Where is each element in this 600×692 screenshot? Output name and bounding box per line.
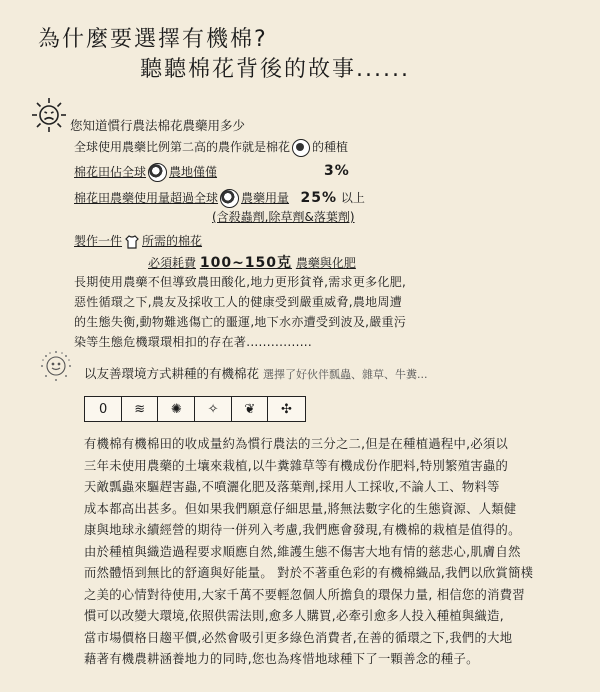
body-line: 當市場價格日趨平價,必然會吸引更多綠色消費者,在善的循環之下,我們的大地: [84, 630, 513, 645]
pesticide-text-a: 棉花田農藥使用量超過全球: [74, 191, 219, 205]
fact-line-1: [74, 138, 348, 157]
pesticide-note: (含殺蟲劑,除草劑&落葉劑): [212, 210, 355, 224]
cotton-field-text-a: 棉花田佔全球: [74, 165, 147, 179]
dragonfly-icon: ✣: [267, 396, 305, 422]
consume-text-a: 必須耗費: [148, 256, 197, 270]
title-line-2: 聽聽棉花背後的故事......: [140, 57, 410, 82]
globe-icon: [148, 163, 167, 182]
cotton-field-percent: 3%: [324, 163, 350, 179]
fact-1-end: 的種植: [312, 140, 349, 154]
organic-subtitle: 選擇了好伙伴瓢蟲、雜草、牛糞...: [263, 368, 428, 381]
body-line: 慣可以改變大環境,依照供需法則,愈多人購買,必牽引愈多人投入種植與織造,: [84, 609, 504, 623]
pesticide-percent: 25%: [300, 190, 337, 206]
eco-icon-bar: [84, 396, 304, 422]
pesticide-question: 您知道慣行農法棉花農藥用多少: [70, 118, 246, 133]
organic-title-text: 以友善環境方式耕種的有機棉花: [84, 366, 260, 381]
organic-body-text: [84, 434, 584, 671]
body-line: 由於種植與織造過程要求順應自然,維護生態不傷害大地有情的慈悲心,肌膚自然: [84, 544, 521, 559]
body-line: 有機棉有機棉田的收成量約為慣行農法的三分之二,但是在種植過程中,必須以: [84, 437, 509, 451]
sprout-icon: ✧: [194, 396, 232, 422]
zero-icon: 0: [84, 396, 122, 422]
body-line: 三年未使用農藥的土壤來栽植,以牛糞雜草等有機成份作肥料,特別繁殖害蟲的: [84, 458, 509, 473]
leaf-icon: ❦: [231, 396, 269, 422]
water-icon: ≋: [121, 396, 159, 422]
consume-text-b: 農藥與化肥: [295, 256, 356, 270]
body-line: 成本都高出甚多。但如果我們願意仔細思量,將無法數字化的生態資源、人類健: [84, 501, 517, 516]
consume-line: [148, 252, 356, 272]
body-line: 康與地球永續經營的期待一併列入考慮,我們應會發現,有機棉的栽植是值得的。: [84, 523, 521, 537]
tshirt-icon: [124, 234, 140, 250]
fact-line-3: [74, 189, 365, 208]
title-line-1: 為什麼要選擇有機棉?: [38, 27, 268, 52]
body-line: 之美的心情對待使用,大家千萬不要輕忽個人所擔負的環保力量, 相信您的消費習: [84, 587, 525, 602]
organic-section-title: [84, 364, 428, 382]
pesticide-text-b: 農藥用量: [241, 191, 290, 205]
cotton-boll-icon: [292, 139, 310, 157]
ladybug-icon: ✺: [157, 396, 195, 422]
consume-amount: 100~150克: [199, 255, 293, 271]
smiling-sun-icon: [36, 346, 76, 386]
body-line: 天敵瓢蟲來驅趕害蟲,不噴灑化肥及落葉劑,採用人工採收,不論人工、物料等: [84, 480, 500, 494]
cotton-field-text-b: 農地僅僅: [169, 165, 218, 179]
shirt-line: [74, 232, 202, 250]
body-line: 而然體悟到無比的舒適與好能量。 對於不著重色彩的有機棉織品,我們以欣賞簡樸: [84, 566, 534, 580]
shirt-text-b: 所需的棉花: [142, 234, 203, 248]
body-line: 藉著有機農耕涵養地力的同時,您也為疼惜地球種下了一顆善念的種子。: [84, 652, 479, 666]
shirt-text-a: 製作一件: [74, 234, 123, 248]
sad-sun-icon: [30, 96, 68, 134]
pesticide-paragraph: 長期使用農藥不但導致農田酸化,地力更形貧脊,需求更多化肥,惡性循環之下,農友及採收工人的健康受到嚴重威脅,農地周遭的生態失衡,動物難逃傷亡的噩運,地下水亦遭受到波及,嚴重污染等生態危機環環相扣的存在著................: [74, 275, 407, 349]
fact-1-text: 全球使用農藥比例第二高的農作就是棉花: [74, 140, 291, 154]
pesticide-text-c: 以上: [340, 191, 365, 205]
globe-icon: [220, 189, 239, 208]
fact-line-2: [74, 163, 354, 182]
